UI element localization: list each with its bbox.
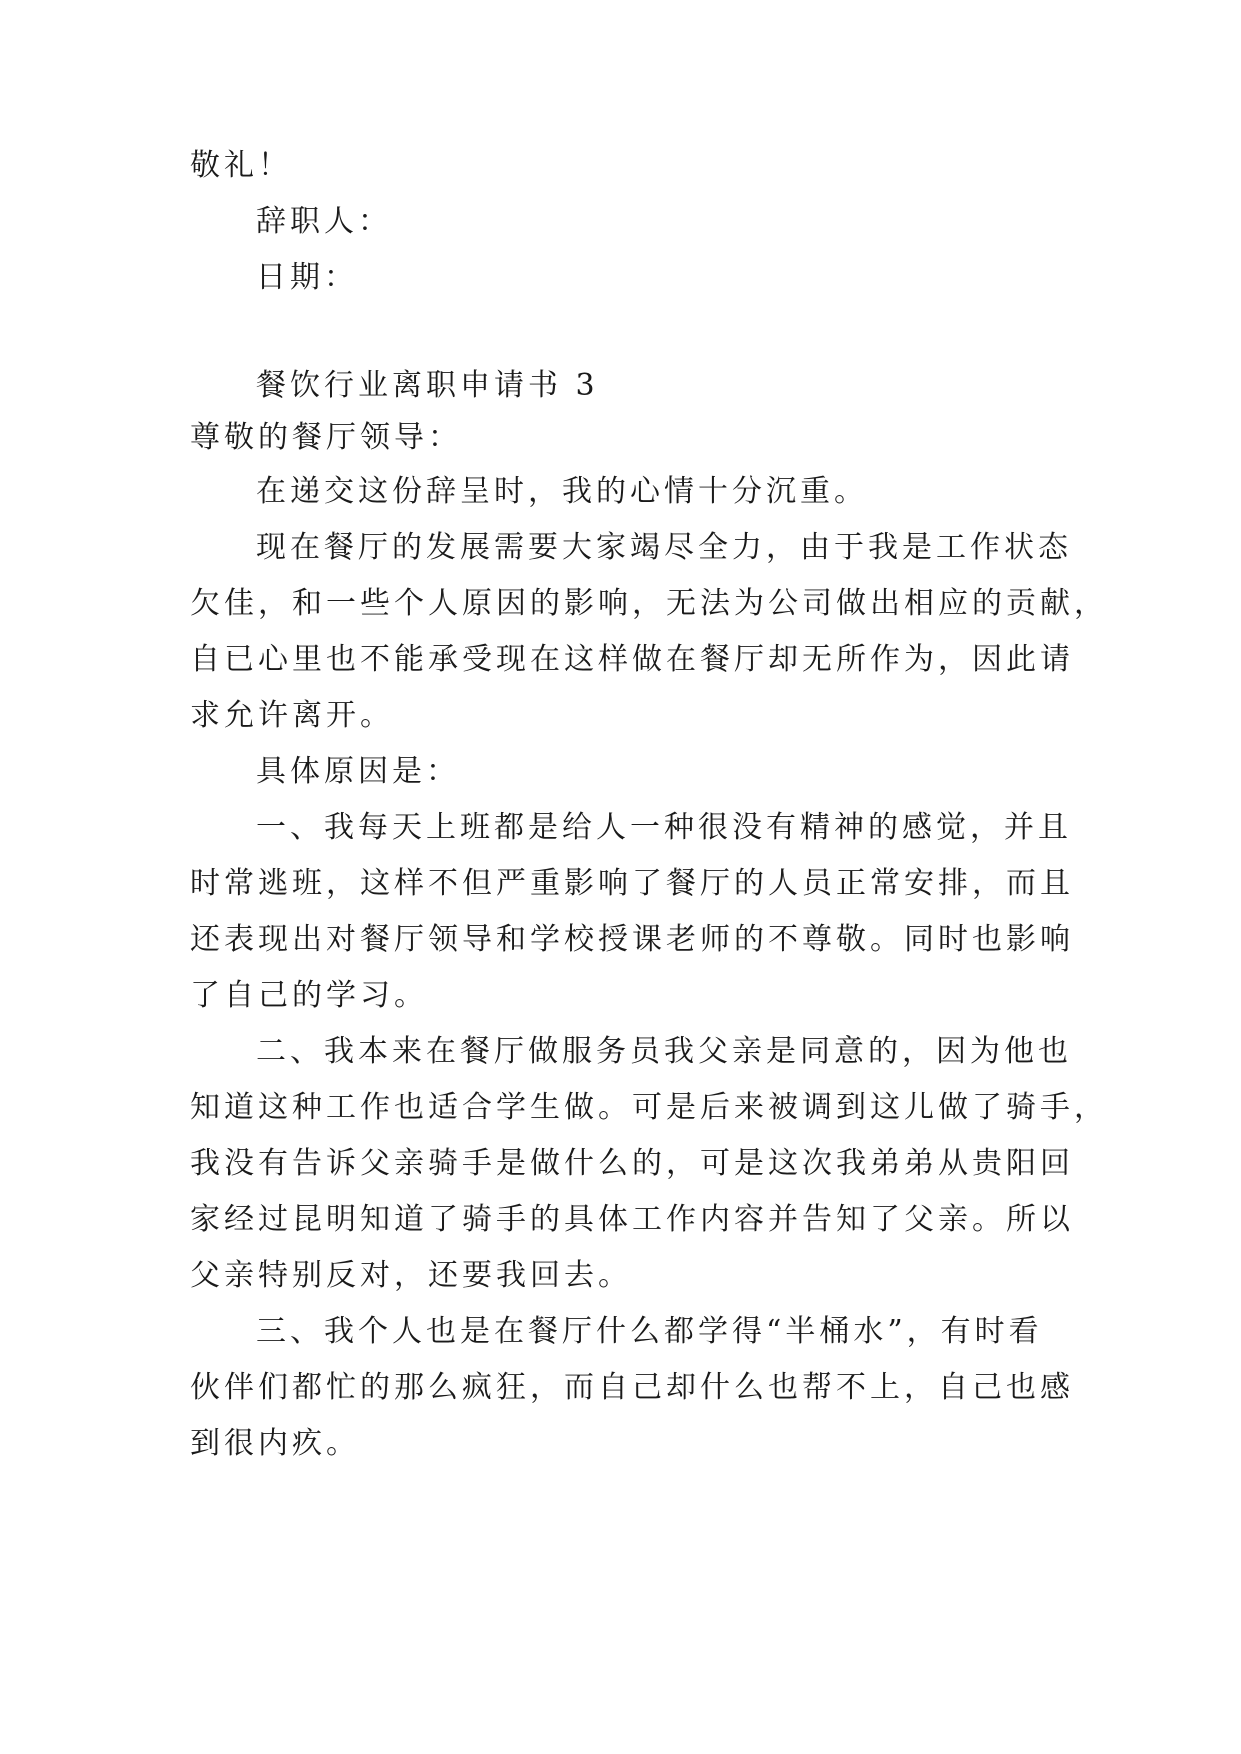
paragraph-6-line-3: 到很内疚。 [190, 1426, 360, 1461]
paragraph-5-line-1: 二、我本来在餐厅做服务员我父亲是同意的，因为他也 [256, 1034, 1072, 1069]
paragraph-6-line-1: 三、我个人也是在餐厅什么都学得“半桶水”，有时看 [256, 1314, 1043, 1349]
paragraph-1-line-1: 在递交这份辞呈时，我的心情十分沉重。 [256, 474, 868, 509]
closing-salute: 敬礼！ [190, 148, 292, 183]
paragraph-4-line-2: 时常逃班，这样不但严重影响了餐厅的人员正常安排，而且 [190, 866, 1074, 901]
paragraph-5-line-3: 我没有告诉父亲骑手是做什么的，可是这次我弟弟从贵阳回 [190, 1146, 1074, 1181]
paragraph-5-line-5: 父亲特别反对，还要我回去。 [190, 1258, 632, 1293]
section-title: 餐饮行业离职申请书 3 [256, 368, 599, 403]
resigner-label: 辞职人： [256, 204, 392, 239]
paragraph-4-line-1: 一、我每天上班都是给人一种很没有精神的感觉，并且 [256, 810, 1072, 845]
paragraph-2-line-1: 现在餐厅的发展需要大家竭尽全力，由于我是工作状态 [256, 530, 1072, 565]
greeting: 尊敬的餐厅领导： [190, 420, 462, 455]
paragraph-5-line-4: 家经过昆明知道了骑手的具体工作内容并告知了父亲。所以 [190, 1202, 1074, 1237]
paragraph-2-line-3: 自已心里也不能承受现在这样做在餐厅却无所作为，因此请 [190, 642, 1074, 677]
date-label: 日期： [256, 260, 358, 295]
paragraph-5-line-2: 知道这种工作也适合学生做。可是后来被调到这儿做了骑手， [190, 1090, 1108, 1125]
paragraph-4-line-4: 了自己的学习。 [190, 978, 428, 1013]
paragraph-2-line-4: 求允许离开。 [190, 698, 394, 733]
paragraph-4-line-3: 还表现出对餐厅领导和学校授课老师的不尊敬。同时也影响 [190, 922, 1074, 957]
paragraph-6-line-2: 伙伴们都忙的那么疯狂，而自己却什么也帮不上，自己也感 [190, 1370, 1074, 1405]
paragraph-2-line-2: 欠佳，和一些个人原因的影响，无法为公司做出相应的贡献， [190, 586, 1108, 621]
paragraph-3-line-1: 具体原因是： [256, 754, 460, 789]
